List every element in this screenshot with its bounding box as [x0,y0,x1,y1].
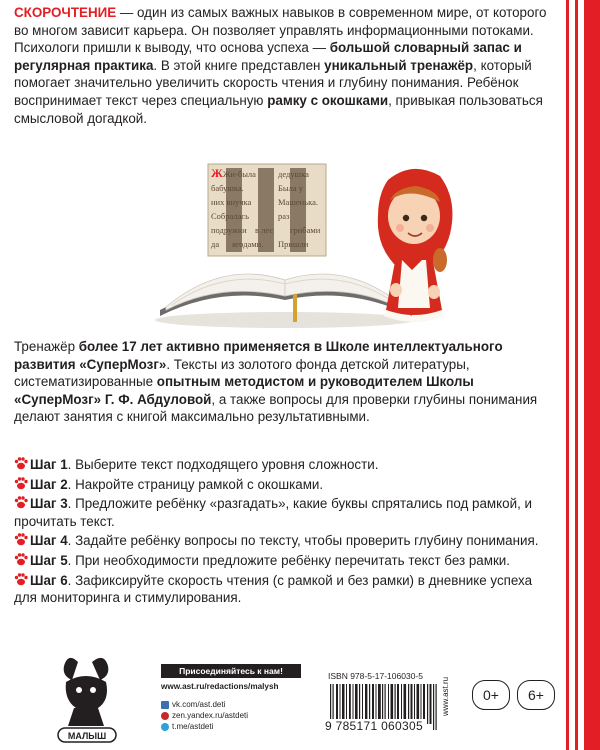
svg-text:ЖЖи-была: ЖЖи-была [211,166,256,180]
svg-text:Пришли: Пришли [278,239,309,249]
open-book-icon [155,274,415,328]
age-rating-6: 6+ [517,680,555,710]
paw-icon [14,477,28,490]
social-links [161,681,279,732]
isbn: ISBN 978-5-17-106030-5 [328,671,423,681]
svg-text:Собралась: Собралась [211,211,250,221]
svg-text:Машенька.: Машенька. [278,197,318,207]
publisher-site: www.ast.ru [441,676,450,716]
illustration [150,160,470,330]
step-item: Шаг 4. Задайте ребёнку вопросы по тексту, чтобы проверить глубину понимания. [14,532,554,550]
step-item: Шаг 1. Выберите текст подходящего уровня сложности. [14,456,554,474]
paw-icon [14,533,28,546]
telegram-icon [161,723,169,731]
svg-text:ягодами.: ягодами. [232,239,264,249]
girl-in-red-hood [378,169,453,322]
site-link[interactable]: www.ast.ru/redactions/malysh [161,682,279,691]
step-item: Шаг 6. Зафиксируйте скорость чтения (с рамкой и без рамки) в дневнике успеха для мониторинга и стимулирования. [14,572,533,606]
svg-text:да: да [211,239,220,249]
about-paragraph: Тренажёр более 17 лет активно применяется в Школе интеллектуального развития «СуперМозг». Тексты из золотого фонда детской литературы, систематизированные опытным методистом и руководителем Школы «СуперМозг» Г. Ф. Абдуловой, а также вопросы для проверки глубины понимания делают занятия с книгой максимально результативными. [14,339,538,425]
paw-icon [14,496,28,509]
svg-text:бабушка.: бабушка. [211,183,244,193]
step-item: Шаг 5. При необходимости предложите ребёнку перечитать текст без рамки. [14,552,554,570]
paw-icon [14,457,28,470]
vk-icon [161,701,169,709]
svg-text:грибами: грибами [290,225,321,235]
red-stripe [575,0,578,750]
zen-link[interactable]: zen.yandex.ru/astdeti [161,710,279,721]
step-item: Шаг 2. Накройте страницу рамкой с окошками. [14,476,554,494]
intro-paragraph: СКОРОЧТЕНИЕ — один из самых важных навыков в современном мире, от которого во многом зависит карьера. Он позволяет управлять информационными потоками. Психологи пришли к выводу, что основа успеха — большой словарный запас и регулярная практика. В этой книге представлен уникальный тренажёр, который помогает значительно увеличить скорость чтения и глубину понимания. Ребёнок воспринимает текст через специальную рамку с окошками, привыкая пользоваться смысловой догадкой. [14,5,547,126]
zen-icon [161,712,169,720]
svg-text:дедушка: дедушка [278,169,309,179]
svg-text:них внучка: них внучка [211,197,252,207]
red-stripe [584,0,600,750]
intro-keyword: СКОРОЧТЕНИЕ [14,5,117,20]
step-item: Шаг 3. Предложите ребёнку «разгадать», какие буквы спрятались под рамкой, и прочитать текст. [14,496,532,529]
publisher-logo [52,652,122,746]
svg-text:Была у: Была у [278,183,303,193]
age-rating-0: 0+ [472,680,510,710]
paw-icon [14,553,28,566]
vk-link[interactable]: vk.com/ast.deti [161,699,279,710]
reading-frame-card [208,164,326,256]
barcode-number: 9 785171 060305 [325,719,423,733]
svg-text:в лес: в лес [255,225,274,235]
svg-text:раз: раз [278,211,290,221]
steps-list [14,456,554,609]
svg-text:МАЛЫШ: МАЛЫШ [67,731,107,741]
telegram-link[interactable]: t.me/astdeti [161,721,279,732]
join-banner: Присоединяйтесь к нам! [161,664,301,678]
svg-text:подружки: подружки [211,225,247,235]
paw-icon [14,573,28,586]
red-stripe [566,0,569,750]
